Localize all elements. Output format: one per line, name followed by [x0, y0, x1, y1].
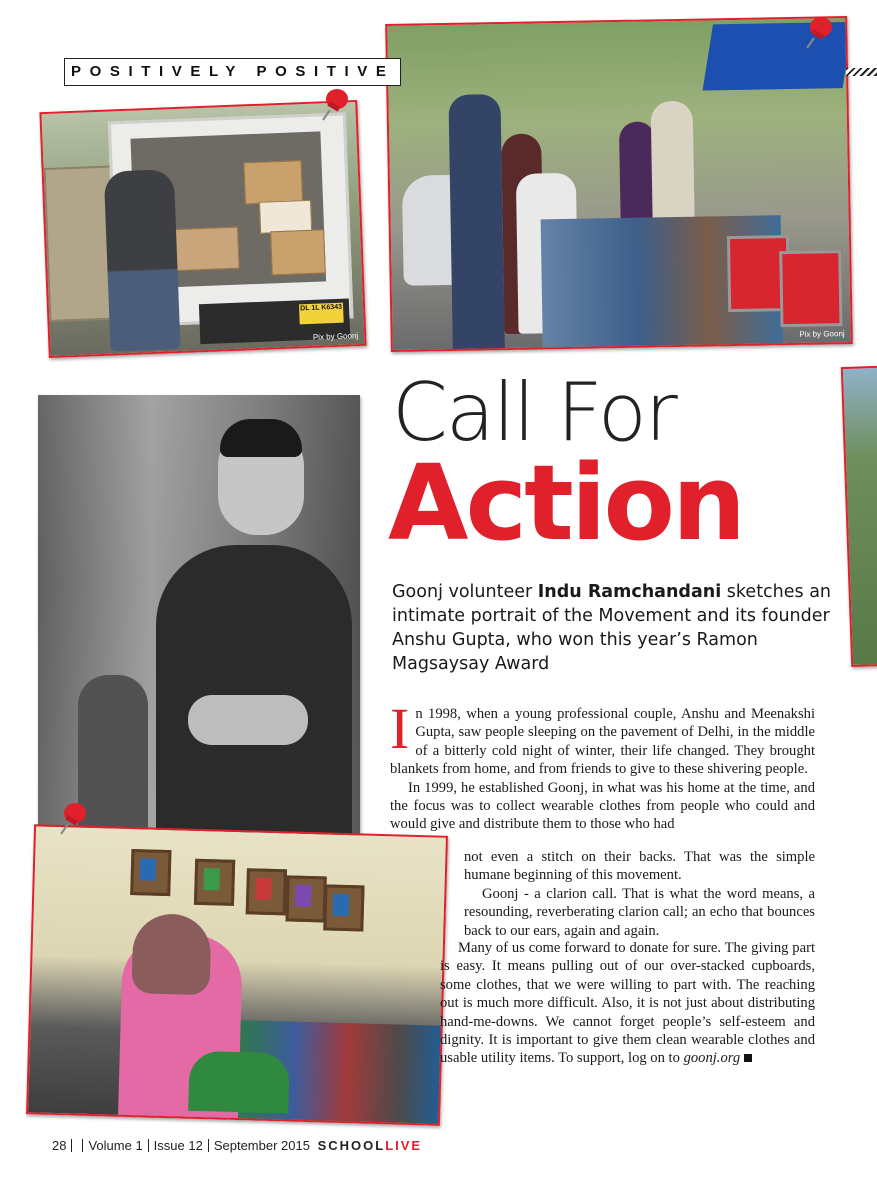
- paragraph: not even a stitch on their backs. That was the simple humane beginning of this movement.: [464, 849, 815, 884]
- headline-line-2: Action: [388, 442, 743, 564]
- divider: [148, 1139, 149, 1152]
- author-name: Indu Ramchandani: [537, 582, 722, 602]
- goonj-link[interactable]: goonj.org: [683, 1050, 741, 1067]
- end-mark-icon: [744, 1054, 752, 1062]
- headline-line-1: Call For: [392, 366, 676, 459]
- photo-sorting-room: [26, 824, 448, 1125]
- article-body-top: [390, 696, 815, 834]
- divider: [82, 1139, 83, 1152]
- section-label: POSITIVELY POSITIVE: [64, 58, 401, 86]
- person: [448, 94, 504, 352]
- photo-landscape-cropped: [841, 365, 877, 667]
- woman-scarf: [131, 913, 211, 995]
- paragraph: Goonj - a clarion call. That is what the word means, a resounding, reverberating clarion call; an echo that bounces back to our ears, again and again.: [464, 885, 815, 939]
- divider: [208, 1139, 209, 1152]
- photo-van-loading: [39, 100, 366, 358]
- background-person: [78, 675, 148, 835]
- article-body-bottom: [440, 939, 815, 1068]
- page-footer: [52, 1138, 422, 1153]
- portrait-hair: [220, 419, 302, 457]
- push-pin-icon: [58, 800, 88, 840]
- paragraph: [440, 939, 815, 1068]
- paragraph: In 1999, he established Goonj, in what was his home at the time, and the focus was to collect wearable clothes from people who could and would give and distribute them to those who had: [390, 779, 815, 833]
- photo-credit: Pix by Goonj: [799, 329, 845, 339]
- divider: [71, 1139, 72, 1152]
- wall-frame: [323, 884, 364, 931]
- wall-frame: [130, 849, 171, 896]
- paragraph-text: Many of us come forward to donate for sure. The giving part is easy. It means pulling out of our over-stacked cupboards, some clothes, that we were willing to part with. The reaching out is much more difficult. Also, it is not just about distributing hand-me-downs. We cannot forget people’s self-esteem and dignity. It is important to give them clean wearable clothes and usable utility items. To support, log on to: [440, 940, 815, 1067]
- issue-label: Issue 12: [153, 1138, 203, 1153]
- wall-frame: [194, 859, 235, 906]
- page-number: 28: [52, 1138, 67, 1153]
- decorative-stripes: [846, 68, 877, 76]
- brand-part-1: SCHOOL: [317, 1138, 386, 1153]
- cardboard-box: [270, 229, 326, 275]
- green-cloth: [188, 1051, 290, 1114]
- issue-date: September 2015: [213, 1138, 310, 1153]
- paragraph-text: n 1998, when a young professional couple, Anshu and Meenakshi Gupta, saw people sleeping on the pavement of Delhi, in the middle of a bitterly cold night of winter, their life changed. They brought blankets from home, and from friends to give to these shivering people.: [390, 706, 815, 778]
- portrait-arms: [188, 695, 308, 745]
- cardboard-box: [243, 160, 303, 204]
- article-body-middle: [464, 848, 815, 940]
- wall-frame: [286, 875, 327, 922]
- paragraph: [390, 696, 815, 779]
- brand-part-2: LIVE: [385, 1138, 423, 1153]
- magazine-brand: [318, 1138, 423, 1153]
- wall-frame: [246, 868, 287, 915]
- photo-credit: Pix by Goonj: [312, 331, 359, 342]
- standfirst-text: sketches an intimate portrait of the Movement and its founder Anshu Gupta, who won this year’s Ramon Magsaysay Award: [392, 582, 832, 674]
- volume-label: Volume 1: [88, 1138, 143, 1153]
- cardboard-box: [259, 200, 312, 234]
- photo-street-stall: [385, 16, 853, 352]
- standfirst-text: Goonj volunteer: [392, 582, 538, 602]
- red-chair: [779, 250, 842, 327]
- man-loading: [104, 169, 181, 352]
- photo-portrait-anshu-gupta: [38, 395, 360, 863]
- push-pin-icon: [804, 14, 834, 54]
- drop-cap: I: [390, 696, 410, 761]
- standfirst: [392, 580, 832, 676]
- push-pin-icon: [320, 86, 350, 126]
- license-plate: DL 1L K6343: [299, 303, 344, 325]
